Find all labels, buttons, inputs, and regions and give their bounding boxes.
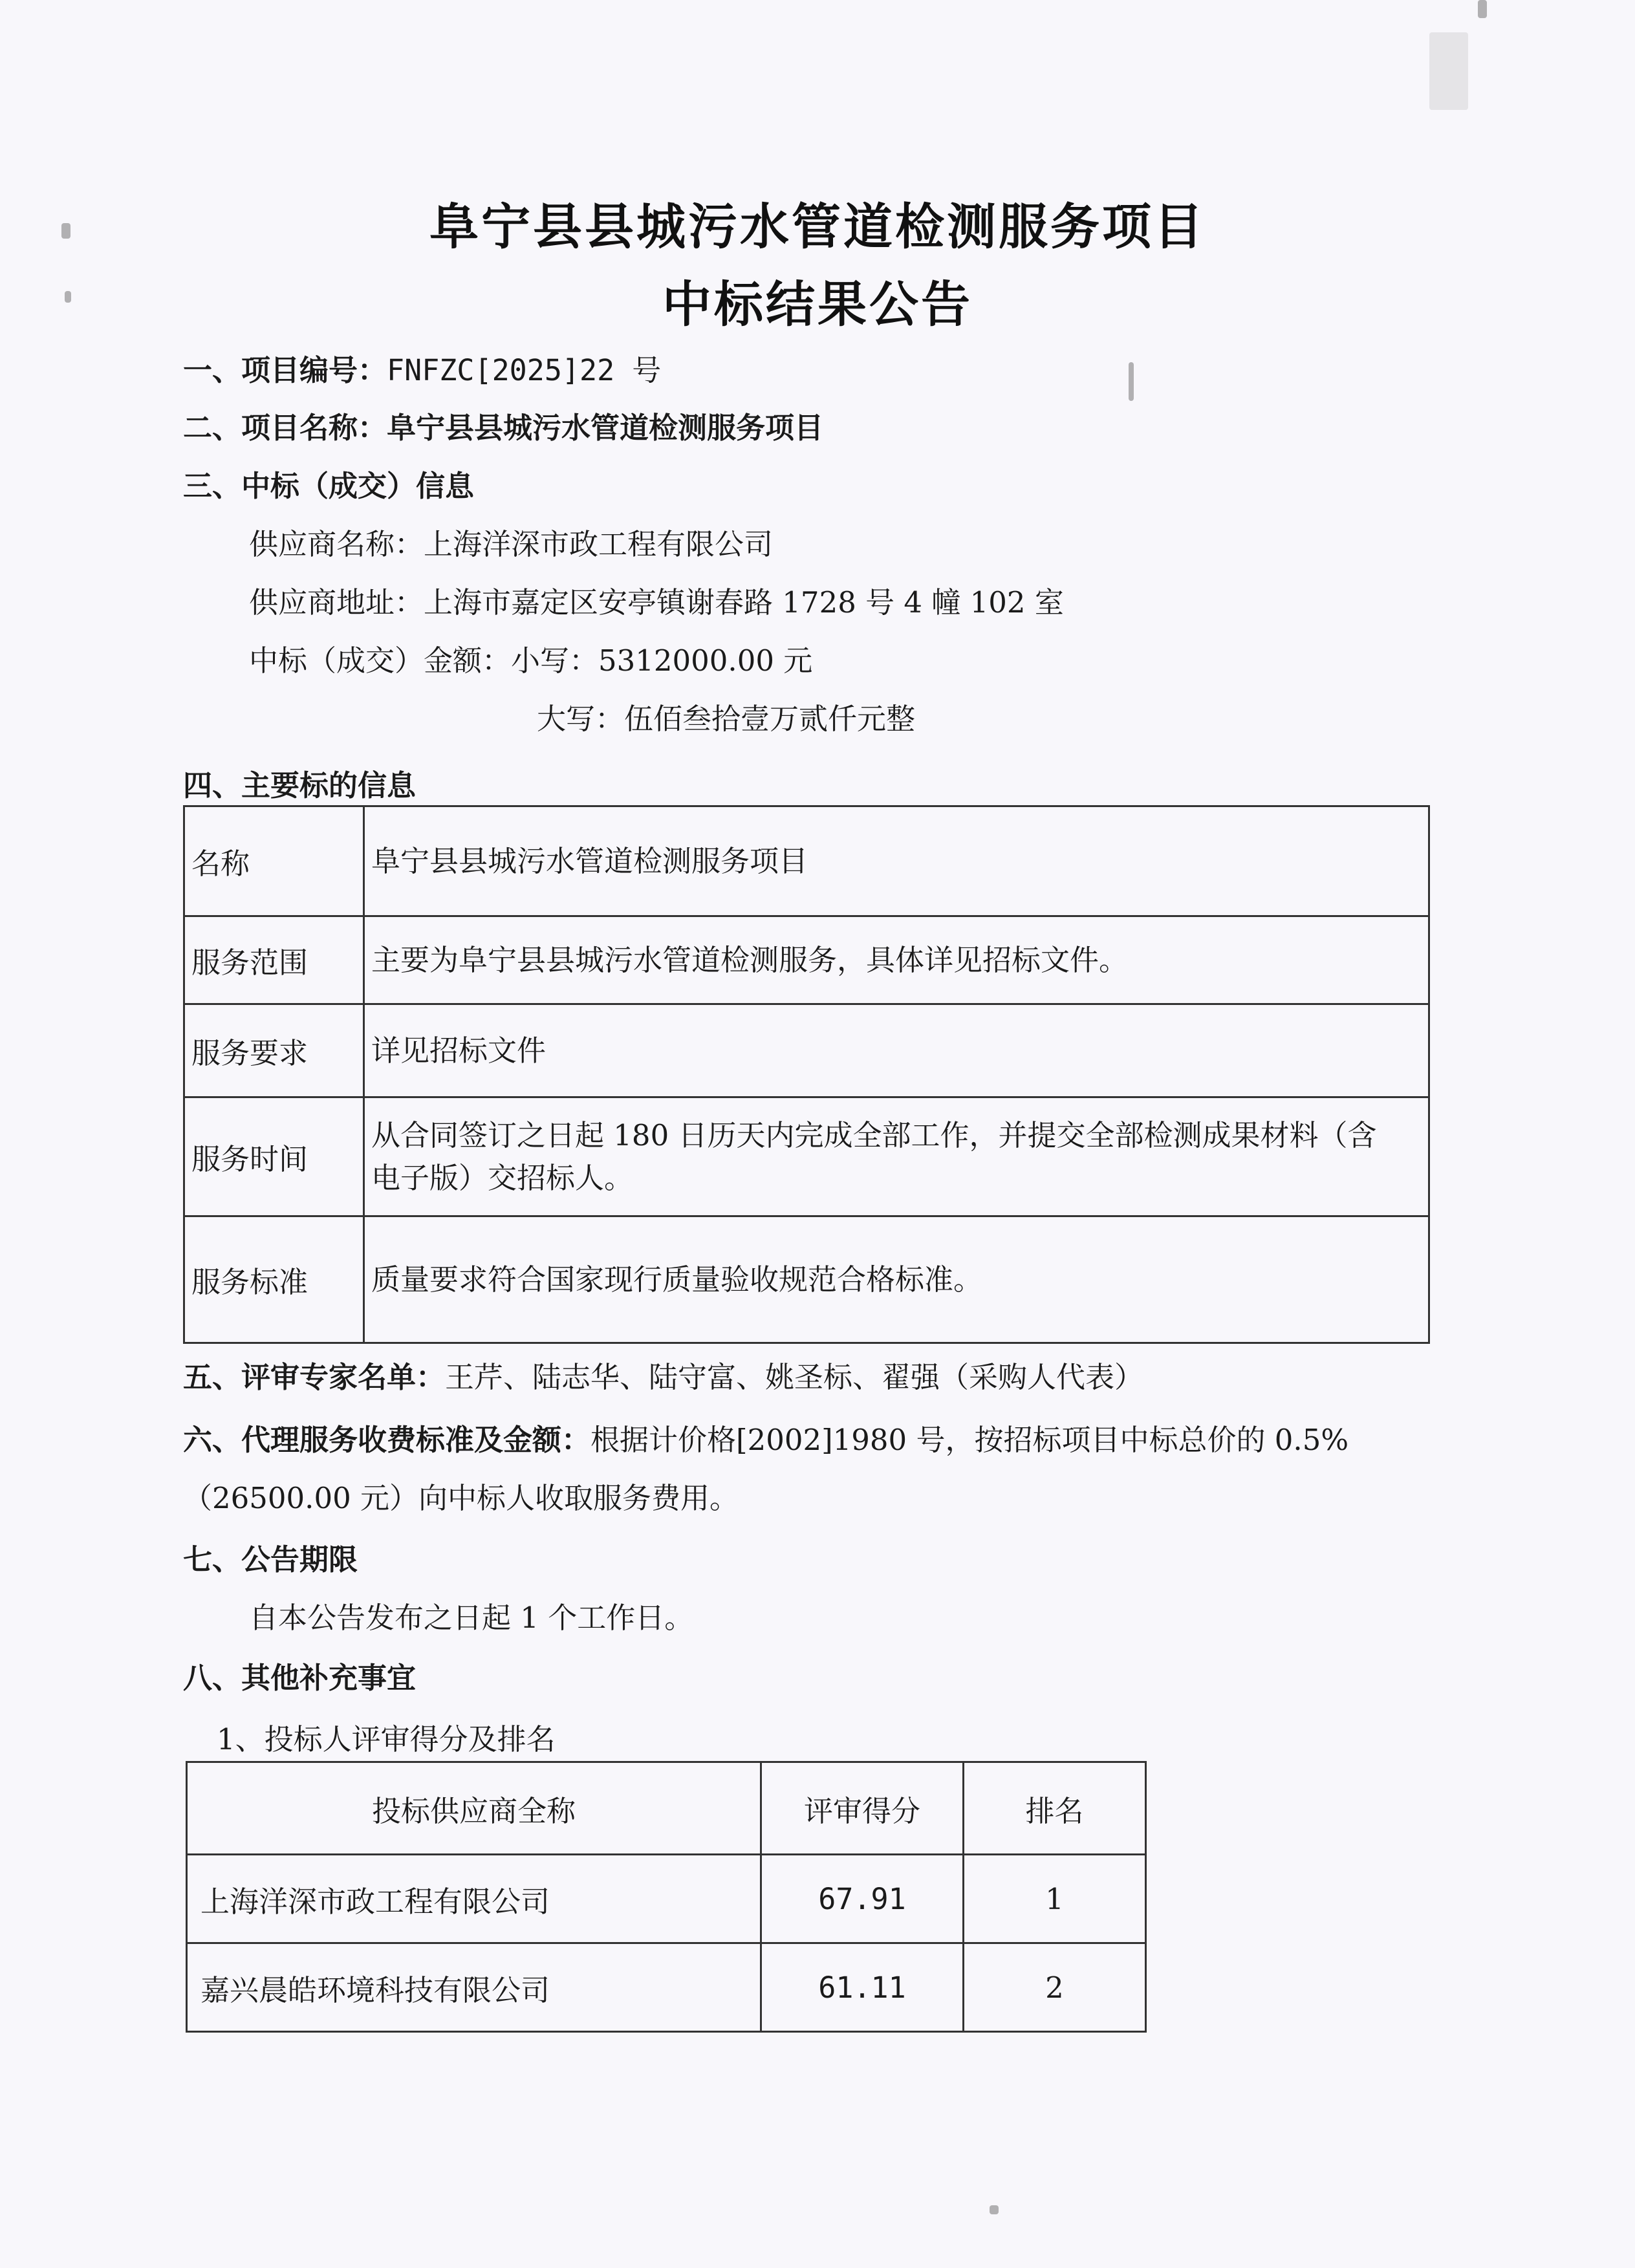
amount-small: 中标（成交）金额：小写：5312000.00 元: [249, 643, 813, 678]
row-key: 服务范围: [184, 916, 364, 1004]
score-subtitle: 1、投标人评审得分及排名: [217, 1722, 556, 1756]
scan-mark: [1129, 362, 1134, 401]
title-line-2: 中标结果公告: [662, 275, 973, 333]
table-row: [187, 1943, 1146, 2032]
row-value: [364, 1097, 1429, 1216]
table-row: [187, 1855, 1146, 1943]
score-cell: 61.11: [761, 1943, 964, 2032]
project-name: 阜宁县县城污水管道检测服务项目: [387, 411, 824, 445]
section-8-label: 八、其他补充事宜: [183, 1661, 417, 1695]
section-1-label: 一、项目编号：: [183, 353, 387, 387]
score-cell: 67.91: [761, 1855, 964, 1943]
row-key: 服务要求: [184, 1004, 364, 1097]
row-value-line-2: 电子版）交招标人。: [371, 1160, 634, 1195]
section-2: [183, 409, 823, 448]
title-line-1: 阜宁县县城污水管道检测服务项目: [429, 198, 1206, 255]
table-row: [184, 806, 1429, 916]
project-number: FNFZC[2025]22 号: [387, 353, 662, 387]
row-key: 服务时间: [184, 1097, 364, 1216]
rank-cell: 1: [964, 1855, 1146, 1943]
scan-mark: [65, 291, 71, 303]
section-2-label: 二、项目名称：: [183, 411, 387, 445]
row-key: 服务标准: [184, 1216, 364, 1343]
section-6: [183, 1421, 1348, 1460]
expert-list: 王芹、陆志华、陆守富、姚圣标、翟强（采购人代表）: [445, 1360, 1144, 1394]
row-value: 质量要求符合国家现行质量验收规范合格标准。: [364, 1216, 1429, 1343]
section-5-label: 五、评审专家名单：: [183, 1360, 446, 1394]
main-info-table: [183, 805, 1430, 1344]
table-row: [184, 1097, 1429, 1216]
section-7-label: 七、公告期限: [183, 1542, 358, 1577]
scan-mark: [1429, 32, 1468, 110]
fee-line-1: 根据计价格[2002]1980 号，按招标项目中标总价的 0.5%: [590, 1423, 1349, 1457]
score-table: [186, 1761, 1147, 2033]
notice-period: 自本公告发布之日起 1 个工作日。: [249, 1601, 694, 1635]
header-supplier: 投标供应商全称: [187, 1762, 761, 1855]
fee-line-2: （26500.00 元）向中标人收取服务费用。: [183, 1481, 739, 1515]
table-row: [184, 916, 1429, 1004]
section-4-label: 四、主要标的信息: [183, 768, 417, 803]
supplier-name: 供应商名称：上海洋深市政工程有限公司: [249, 527, 774, 561]
row-value: 阜宁县县城污水管道检测服务项目: [364, 806, 1429, 916]
row-value-line-1: 从合同签订之日起 180 日历天内完成全部工作，并提交全部检测成果材料（含: [371, 1118, 1377, 1152]
score-table-header: [187, 1762, 1146, 1855]
scan-mark: [1478, 0, 1487, 18]
supplier-address: 供应商地址：上海市嘉定区安亭镇谢春路 1728 号 4 幢 102 室: [249, 585, 1064, 620]
row-value: 主要为阜宁县县城污水管道检测服务，具体详见招标文件。: [364, 916, 1429, 1004]
table-row: [184, 1004, 1429, 1097]
header-rank: 排名: [964, 1762, 1146, 1855]
scan-mark: [990, 2205, 999, 2214]
row-value: 详见招标文件: [364, 1004, 1429, 1097]
scan-mark: [61, 223, 70, 239]
section-3-label: 三、中标（成交）信息: [183, 469, 475, 503]
supplier-cell: 嘉兴晨皓环境科技有限公司: [187, 1943, 761, 2032]
header-score: 评审得分: [761, 1762, 964, 1855]
row-key: 名称: [184, 806, 364, 916]
section-5: [183, 1358, 1143, 1397]
table-row: [184, 1216, 1429, 1343]
section-1: [183, 351, 661, 390]
amount-big: 大写：伍佰叁拾壹万贰仟元整: [537, 702, 916, 736]
rank-cell: 2: [964, 1943, 1146, 2032]
section-6-label: 六、代理服务收费标准及金额：: [183, 1423, 591, 1457]
supplier-cell: 上海洋深市政工程有限公司: [187, 1855, 761, 1943]
